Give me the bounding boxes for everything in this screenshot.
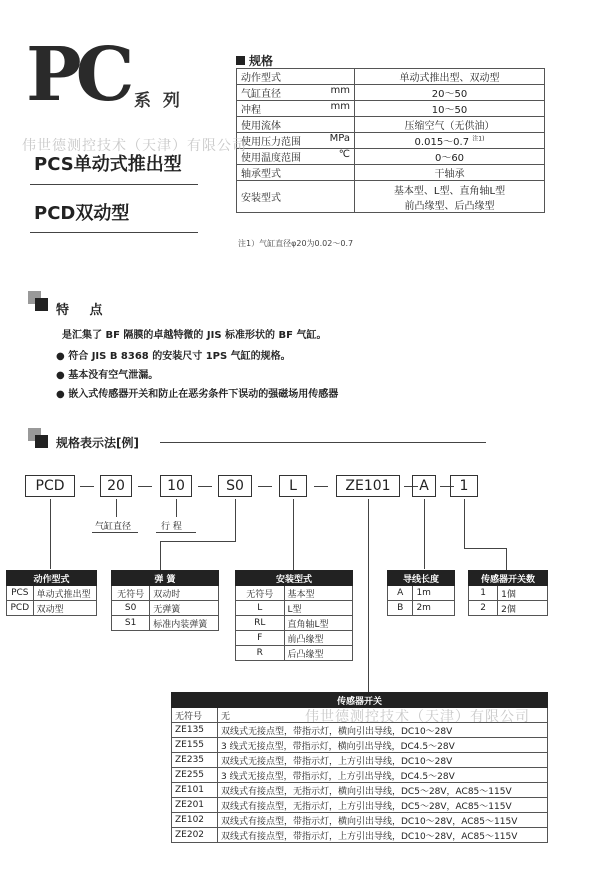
spec-value: 20～50 <box>355 85 545 101</box>
table-row <box>172 723 548 738</box>
code-cell: PCS <box>7 586 34 601</box>
desc-cell: 1m <box>413 586 455 601</box>
code-spring-box: S0 <box>218 475 252 497</box>
code-cell: ZE235 <box>172 753 218 768</box>
desc-cell: 3 线式无接点型，带指示灯，横向引出导线，DC4.5～28V <box>218 738 548 753</box>
spec-label: 安装型式 <box>237 181 355 213</box>
sensor-table-header: 传感器开关 <box>172 693 548 708</box>
connector <box>116 499 117 517</box>
spring-table <box>111 570 219 631</box>
series-logo: PC <box>26 32 129 118</box>
table-row <box>172 828 548 843</box>
connector <box>160 541 236 542</box>
count-table-header: 传感器开关数 <box>469 571 548 586</box>
spec-row <box>237 101 545 117</box>
spec-value: 压缩空气（无供油） <box>355 117 545 133</box>
dash <box>314 486 328 487</box>
action-type-table <box>6 570 97 616</box>
spec-row <box>237 181 545 213</box>
code-title: 规格表示法[例] <box>56 436 139 450</box>
desc-cell: 单动式推出型 <box>33 586 96 601</box>
desc-cell: 标准内装弹簧 <box>150 616 219 631</box>
code-cell: L <box>236 601 285 616</box>
desc-cell: 3 线式无接点型，带指示灯，上方引出导线，DC4.5～28V <box>218 768 548 783</box>
code-cell: ZE255 <box>172 768 218 783</box>
desc-cell: 无弹簧 <box>150 601 219 616</box>
code-cell: RL <box>236 616 285 631</box>
square-bullet-icon <box>236 56 245 65</box>
code-cell: ZE155 <box>172 738 218 753</box>
watermark: 伟世德测控技术（天津）有限公司 <box>22 138 247 154</box>
spec-heading <box>236 52 273 69</box>
connector <box>464 499 465 549</box>
underline <box>156 532 196 533</box>
dash <box>198 486 212 487</box>
code-cell: 无符号 <box>172 708 218 723</box>
connector <box>176 499 177 517</box>
spec-value: 单动式推出型、双动型 <box>355 69 545 85</box>
table-row <box>172 708 548 723</box>
feature-line: 是汇集了 BF 隔膜的卓越特微的 JIS 标准形状的 BF 气缸。 <box>62 330 327 341</box>
table-row <box>112 601 219 616</box>
spec-unit: mm <box>330 85 350 96</box>
code-stroke-box: 10 <box>160 475 192 497</box>
sensor-switch-table <box>171 692 548 843</box>
table-row <box>7 586 97 601</box>
spec-heading-text: 规格 <box>249 54 274 68</box>
code-cell: ZE101 <box>172 783 218 798</box>
spec-label: 使用流体 <box>237 117 355 133</box>
code-cell: ZE102 <box>172 813 218 828</box>
connector <box>464 548 506 549</box>
spec-label: 使用压力范围 MPa <box>237 133 355 149</box>
divider <box>30 232 198 233</box>
dash <box>138 486 152 487</box>
code-cell: 2 <box>469 601 498 616</box>
desc-cell: 双线式有接点型，无指示灯，上方引出导线，DC5～28V，AC85～115V <box>218 798 548 813</box>
table-row <box>388 601 455 616</box>
code-cell: 无符号 <box>112 586 150 601</box>
code-cell: R <box>236 646 285 661</box>
desc-cell: 1個 <box>498 586 548 601</box>
table-row <box>172 813 548 828</box>
divider <box>160 442 486 443</box>
action-table-header: 动作型式 <box>7 571 97 586</box>
lead-length-table <box>387 570 455 616</box>
spec-value: 0.015～0.7 $^{注1)}$ <box>355 133 545 149</box>
code-cell: ZE135 <box>172 723 218 738</box>
desc-cell: 双线式有接点型，带指示灯，上方引出导线，DC10～28V，AC85～115V <box>218 828 548 843</box>
spec-row <box>237 117 545 133</box>
code-cell: PCD <box>7 601 34 616</box>
pcd-type-title: PCD双动型 <box>34 203 130 224</box>
lead-table-header: 导线长度 <box>388 571 455 586</box>
connector <box>50 499 51 569</box>
stroke-label: 行 程 <box>161 522 182 532</box>
table-row <box>7 601 97 616</box>
table-row <box>469 586 548 601</box>
code-sensor-box: ZE101 <box>336 475 400 497</box>
code-cell: 无符号 <box>236 586 285 601</box>
spec-value: 干轴承 <box>355 165 545 181</box>
spec-unit: MPa <box>329 133 350 144</box>
desc-cell: 2個 <box>498 601 548 616</box>
desc-cell: 双动时 <box>150 586 219 601</box>
table-row <box>236 586 353 601</box>
divider <box>30 184 198 185</box>
desc-cell: 直角轴L型 <box>284 616 352 631</box>
spring-table-header: 弹 簧 <box>112 571 219 586</box>
spec-note: 注1）气缸直径φ20为0.02～0.7 <box>238 239 354 248</box>
table-row <box>236 631 353 646</box>
code-cell: A <box>388 586 413 601</box>
desc-cell: 双线式无接点型，带指示灯，横向引出导线，DC10～28V <box>218 723 548 738</box>
spec-table <box>236 68 545 213</box>
spec-note-ref: 注1) <box>472 135 485 143</box>
sensor-count-table <box>468 570 548 616</box>
code-mount-box: L <box>279 475 307 497</box>
table-row <box>388 586 455 601</box>
spec-row <box>237 69 545 85</box>
connector <box>293 499 294 570</box>
desc-cell: L型 <box>284 601 352 616</box>
code-lead-box: A <box>412 475 436 497</box>
code-cell: S0 <box>112 601 150 616</box>
spec-value: 基本型、L型、直角轴L型 前凸缘型、后凸缘型 <box>355 181 545 213</box>
table-row <box>236 616 353 631</box>
dash <box>80 486 94 487</box>
bore-label: 气缸直径 <box>95 522 132 532</box>
connector <box>506 548 507 570</box>
code-cell: B <box>388 601 413 616</box>
dash <box>258 486 272 487</box>
desc-cell: 双线式有接点型，带指示灯，横向引出导线，DC10～28V，AC85～115V <box>218 813 548 828</box>
spec-label: 气缸直径 mm <box>237 85 355 101</box>
code-bore-box: 20 <box>100 475 132 497</box>
code-count-box: 1 <box>450 475 478 497</box>
code-cell: ZE202 <box>172 828 218 843</box>
code-cell: ZE201 <box>172 798 218 813</box>
table-row <box>172 753 548 768</box>
table-row <box>172 798 548 813</box>
spec-label: 轴承型式 <box>237 165 355 181</box>
code-cell: 1 <box>469 586 498 601</box>
connector <box>235 499 236 541</box>
desc-cell: 后凸缘型 <box>284 646 352 661</box>
desc-cell: 双线式有接点型，无指示灯，横向引出导线，DC5～28V，AC85～115V <box>218 783 548 798</box>
code-action-box: PCD <box>25 475 75 497</box>
table-row <box>236 646 353 661</box>
feature-line: ● 基本没有空气泄漏。 <box>56 370 159 381</box>
features-title: 特 点 <box>56 303 111 318</box>
desc-cell: 双线式无接点型，带指示灯，上方引出导线，DC10～28V <box>218 753 548 768</box>
spec-label: 冲程 mm <box>237 101 355 117</box>
spec-unit: mm <box>330 101 350 112</box>
table-row <box>112 616 219 631</box>
desc-cell: 2m <box>413 601 455 616</box>
underline <box>92 532 138 533</box>
connector <box>368 499 369 692</box>
feature-line: ● 符合 JIS B 8368 的安装尺寸 1PS 气缸的规格。 <box>56 351 291 362</box>
section-icon <box>28 428 48 448</box>
mount-type-table <box>235 570 353 661</box>
table-row <box>172 738 548 753</box>
spec-value: 10～50 <box>355 101 545 117</box>
feature-line: ● 嵌入式传感器开关和防止在恶劣条件下误动的强磁场用传感器 <box>56 389 339 400</box>
spec-label: 动作型式 <box>237 69 355 85</box>
desc-cell: 基本型 <box>284 586 352 601</box>
spec-row <box>237 165 545 181</box>
mount-table-header: 安装型式 <box>236 571 353 586</box>
table-row <box>112 586 219 601</box>
spec-unit: ℃ <box>338 149 350 160</box>
spec-row <box>237 85 545 101</box>
table-row <box>469 601 548 616</box>
watermark: 伟世德测控技术（天津）有限公司 <box>305 709 530 725</box>
connector <box>424 499 425 569</box>
series-label: 系 列 <box>134 91 183 111</box>
spec-row <box>237 149 545 165</box>
desc-cell: 前凸缘型 <box>284 631 352 646</box>
spec-label: 使用温度范围 ℃ <box>237 149 355 165</box>
desc-cell: 双动型 <box>33 601 96 616</box>
code-cell: F <box>236 631 285 646</box>
spec-row <box>237 133 545 149</box>
spec-value: 0～60 <box>355 149 545 165</box>
pcs-type-title: PCS单动式推出型 <box>34 154 182 175</box>
table-row <box>172 783 548 798</box>
connector <box>160 541 161 571</box>
table-row <box>236 601 353 616</box>
code-cell: S1 <box>112 616 150 631</box>
table-row <box>172 768 548 783</box>
desc-cell: 无 <box>218 708 548 723</box>
section-icon <box>28 291 48 311</box>
